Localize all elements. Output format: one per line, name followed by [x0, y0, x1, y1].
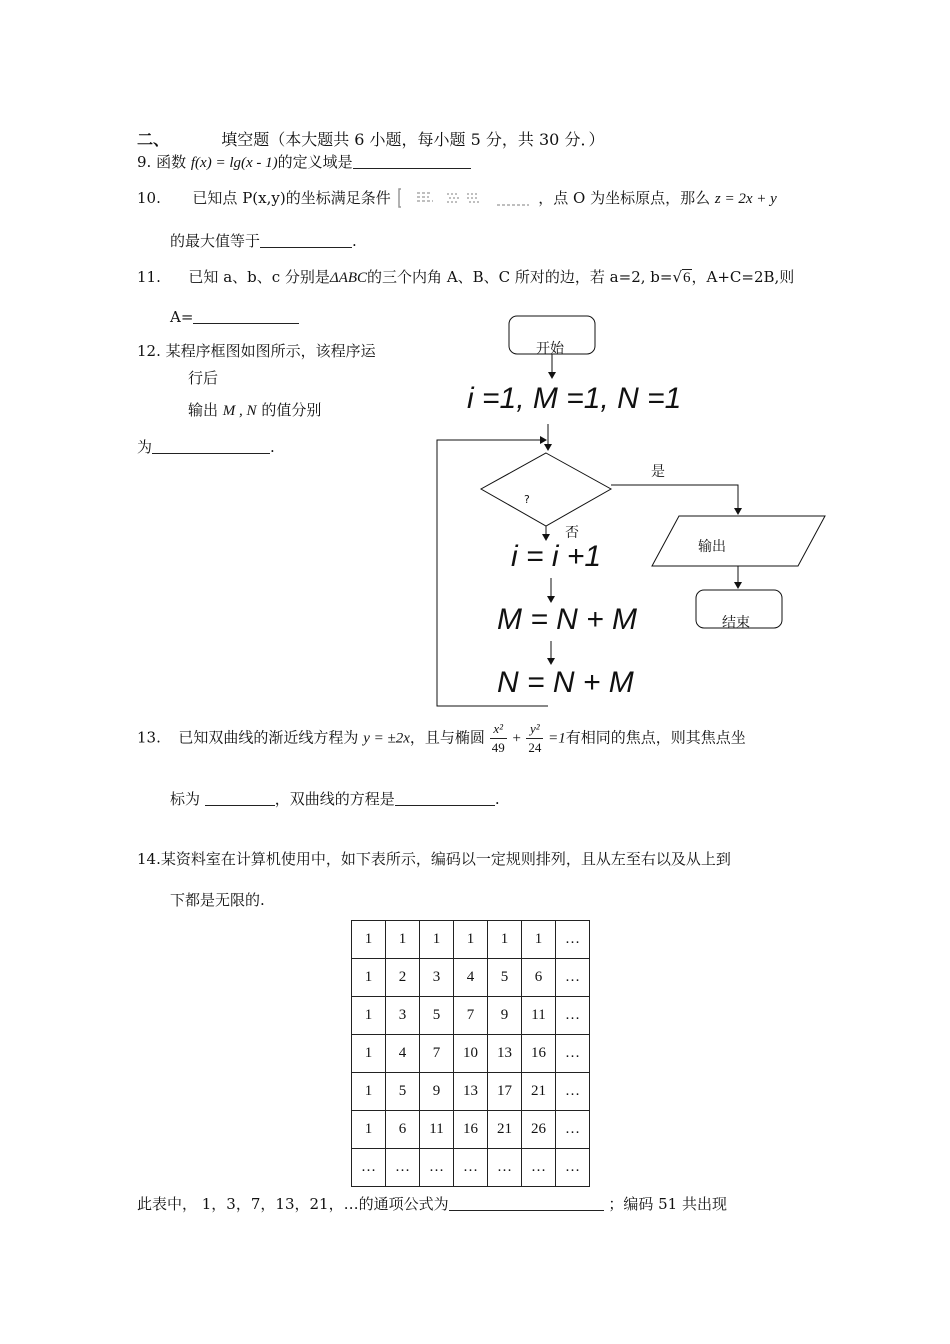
q13-frac1-den: 49	[491, 740, 505, 755]
q13-line2-a: 标为	[170, 790, 201, 808]
q11-text-3: ，A+C=2B,则	[691, 268, 795, 286]
table-cell: 11	[420, 1111, 454, 1149]
table-cell: 5	[386, 1073, 420, 1111]
question-13	[137, 720, 746, 757]
q13-equation-blank[interactable]	[395, 791, 495, 806]
q13-fraction-x	[490, 720, 507, 757]
table-row	[352, 1111, 590, 1149]
table-cell: …	[454, 1149, 488, 1187]
table-cell: 1	[352, 1111, 386, 1149]
table-row	[352, 921, 590, 959]
q12-line3-prefix: 输出	[188, 401, 219, 419]
table-cell: 5	[420, 997, 454, 1035]
q11-sqrt: √6	[672, 268, 691, 286]
q12-line3-suffix: 的值分别	[261, 401, 322, 419]
q14-line1: 14.某资料室在计算机使用中，如下表所示，编码以一定规则排列，且从左至右以及从上到	[137, 850, 731, 868]
table-cell: …	[556, 1111, 590, 1149]
q11-line2-text: A=	[170, 308, 194, 326]
table-cell: 13	[454, 1073, 488, 1111]
q11-sqrt-arg: 6	[683, 270, 691, 286]
q10-text-1: 已知点 P(x,y)的坐标满足条件	[192, 189, 391, 207]
table-cell: 1	[352, 959, 386, 997]
flowchart-no-label: 否	[565, 525, 579, 541]
flowchart-output-label: 输出	[698, 539, 726, 555]
table-cell: 7	[454, 997, 488, 1035]
table-row	[352, 1073, 590, 1111]
table-cell: 1	[352, 921, 386, 959]
table-cell: 6	[386, 1111, 420, 1149]
table-cell: 4	[386, 1035, 420, 1073]
q13-number: 13.	[137, 728, 161, 747]
q12-line2: 行后	[188, 369, 219, 387]
q13-asymptote: y = ±2x	[363, 730, 410, 747]
flowchart-step-m: M = N + M	[497, 603, 638, 636]
table-cell: …	[488, 1149, 522, 1187]
flowchart-step-i: i = i +1	[511, 540, 602, 573]
table-row	[352, 1035, 590, 1073]
table-cell: …	[556, 1035, 590, 1073]
table-cell: 1	[488, 921, 522, 959]
q13-line2-end: .	[494, 790, 500, 808]
q12-number: 12.	[137, 342, 161, 360]
flowchart-step-n: N = N + M	[497, 666, 634, 699]
table-cell: 1	[522, 921, 556, 959]
flowchart-condition-diamond	[481, 453, 611, 526]
table-cell: …	[556, 959, 590, 997]
q13-frac1-num: x²	[490, 720, 507, 739]
q13-equals: =1	[548, 730, 566, 747]
flowchart-yes-label: 是	[651, 464, 665, 480]
section-title: 填空题（本大题共 6 小题，每小题 5 分，共 30 分．）	[221, 130, 605, 149]
table-cell: 26	[522, 1111, 556, 1149]
question-13-line-2	[170, 788, 500, 809]
section-number: 二、	[137, 130, 170, 149]
q11-number: 11.	[137, 268, 161, 286]
table-cell: 16	[454, 1111, 488, 1149]
table-cell: 1	[352, 997, 386, 1035]
q13-text-3: 有相同的焦点，则其焦点坐	[565, 728, 746, 747]
code-table	[351, 920, 590, 1187]
flowchart-end-label: 结束	[722, 615, 750, 631]
table-cell: 11	[522, 997, 556, 1035]
q12-line4: 为	[137, 438, 153, 456]
q11-text-2: 的三个内角 A、B、C 所对的边，若 a=2, b=	[367, 268, 673, 286]
q13-fraction-y	[526, 720, 543, 757]
q14-line3-a: 此表中， 1，3，7，13，21，…的通项公式为	[137, 1195, 449, 1213]
q12-line3-vars: M , N	[222, 403, 257, 419]
q12-line1: 某程序框图如图所示，该程序运	[165, 342, 376, 360]
q10-line2-end: .	[352, 232, 357, 250]
table-cell: 21	[488, 1111, 522, 1149]
table-row	[352, 997, 590, 1035]
table-row	[352, 959, 590, 997]
q10-number: 10.	[137, 189, 161, 207]
q13-text-2: ，且与椭圆	[409, 728, 485, 747]
flowchart-yes-line	[611, 485, 738, 514]
question-14-line-2	[170, 889, 265, 910]
table-cell: 7	[420, 1035, 454, 1073]
q14-formula-blank[interactable]	[449, 1196, 604, 1211]
table-cell: 3	[420, 959, 454, 997]
table-cell: 3	[386, 997, 420, 1035]
table-cell: 5	[488, 959, 522, 997]
table-cell: 2	[386, 959, 420, 997]
table-cell: 1	[386, 921, 420, 959]
table-cell: 17	[488, 1073, 522, 1111]
table-row	[352, 1149, 590, 1187]
q10-line2-text: 的最大值等于	[170, 232, 261, 250]
q12-line4-end: .	[270, 438, 275, 456]
flowchart-condition-label: ?	[524, 493, 530, 506]
q9-number: 9.	[137, 153, 152, 171]
q9-expression: f(x) = lg(x - 1)	[190, 155, 278, 171]
q13-frac2-den: 24	[528, 740, 542, 755]
q14-line2: 下都是无限的.	[170, 891, 265, 909]
q11-text-1: 已知 a、b、c 分别是	[188, 268, 330, 286]
table-cell: …	[420, 1149, 454, 1187]
table-cell: 1	[352, 1073, 386, 1111]
q13-frac2-num: y²	[526, 720, 543, 739]
flowchart-start-label: 开始	[536, 341, 564, 357]
q14-line3-b: ；编码 51 共出现	[608, 1195, 727, 1213]
table-cell: 13	[488, 1035, 522, 1073]
table-cell: …	[556, 1073, 590, 1111]
table-cell: …	[556, 921, 590, 959]
table-cell: 9	[420, 1073, 454, 1111]
q13-text-1: 已知双曲线的渐近线方程为	[178, 728, 359, 747]
q9-prefix: 函数	[156, 153, 187, 171]
q13-focus-blank[interactable]	[205, 791, 275, 806]
table-cell: …	[522, 1149, 556, 1187]
q13-plus: +	[511, 730, 522, 747]
table-cell: 1	[352, 1035, 386, 1073]
table-cell: 16	[522, 1035, 556, 1073]
question-14-line-1	[137, 848, 731, 869]
table-cell: …	[352, 1149, 386, 1187]
table-cell: 1	[420, 921, 454, 959]
q10-text-2: ，点 O 为坐标原点，那么	[538, 189, 711, 207]
flowchart-init-expression: i =1, M =1, N =1	[467, 382, 682, 415]
q11-triangle: ΔABC	[329, 270, 368, 286]
q13-line2-b: ，双曲线的方程是	[274, 790, 395, 808]
table-cell: 9	[488, 997, 522, 1035]
flowchart-output-box	[652, 516, 825, 566]
question-14-line-3	[137, 1193, 727, 1214]
table-cell: 10	[454, 1035, 488, 1073]
table-cell: 4	[454, 959, 488, 997]
q9-suffix: 的定义域是	[277, 153, 353, 171]
table-cell: 1	[454, 921, 488, 959]
table-cell: …	[556, 997, 590, 1035]
table-cell: …	[556, 1149, 590, 1187]
table-cell: 21	[522, 1073, 556, 1111]
q10-expression: z = 2x + y	[714, 191, 777, 207]
table-cell: 6	[522, 959, 556, 997]
table-cell: …	[386, 1149, 420, 1187]
